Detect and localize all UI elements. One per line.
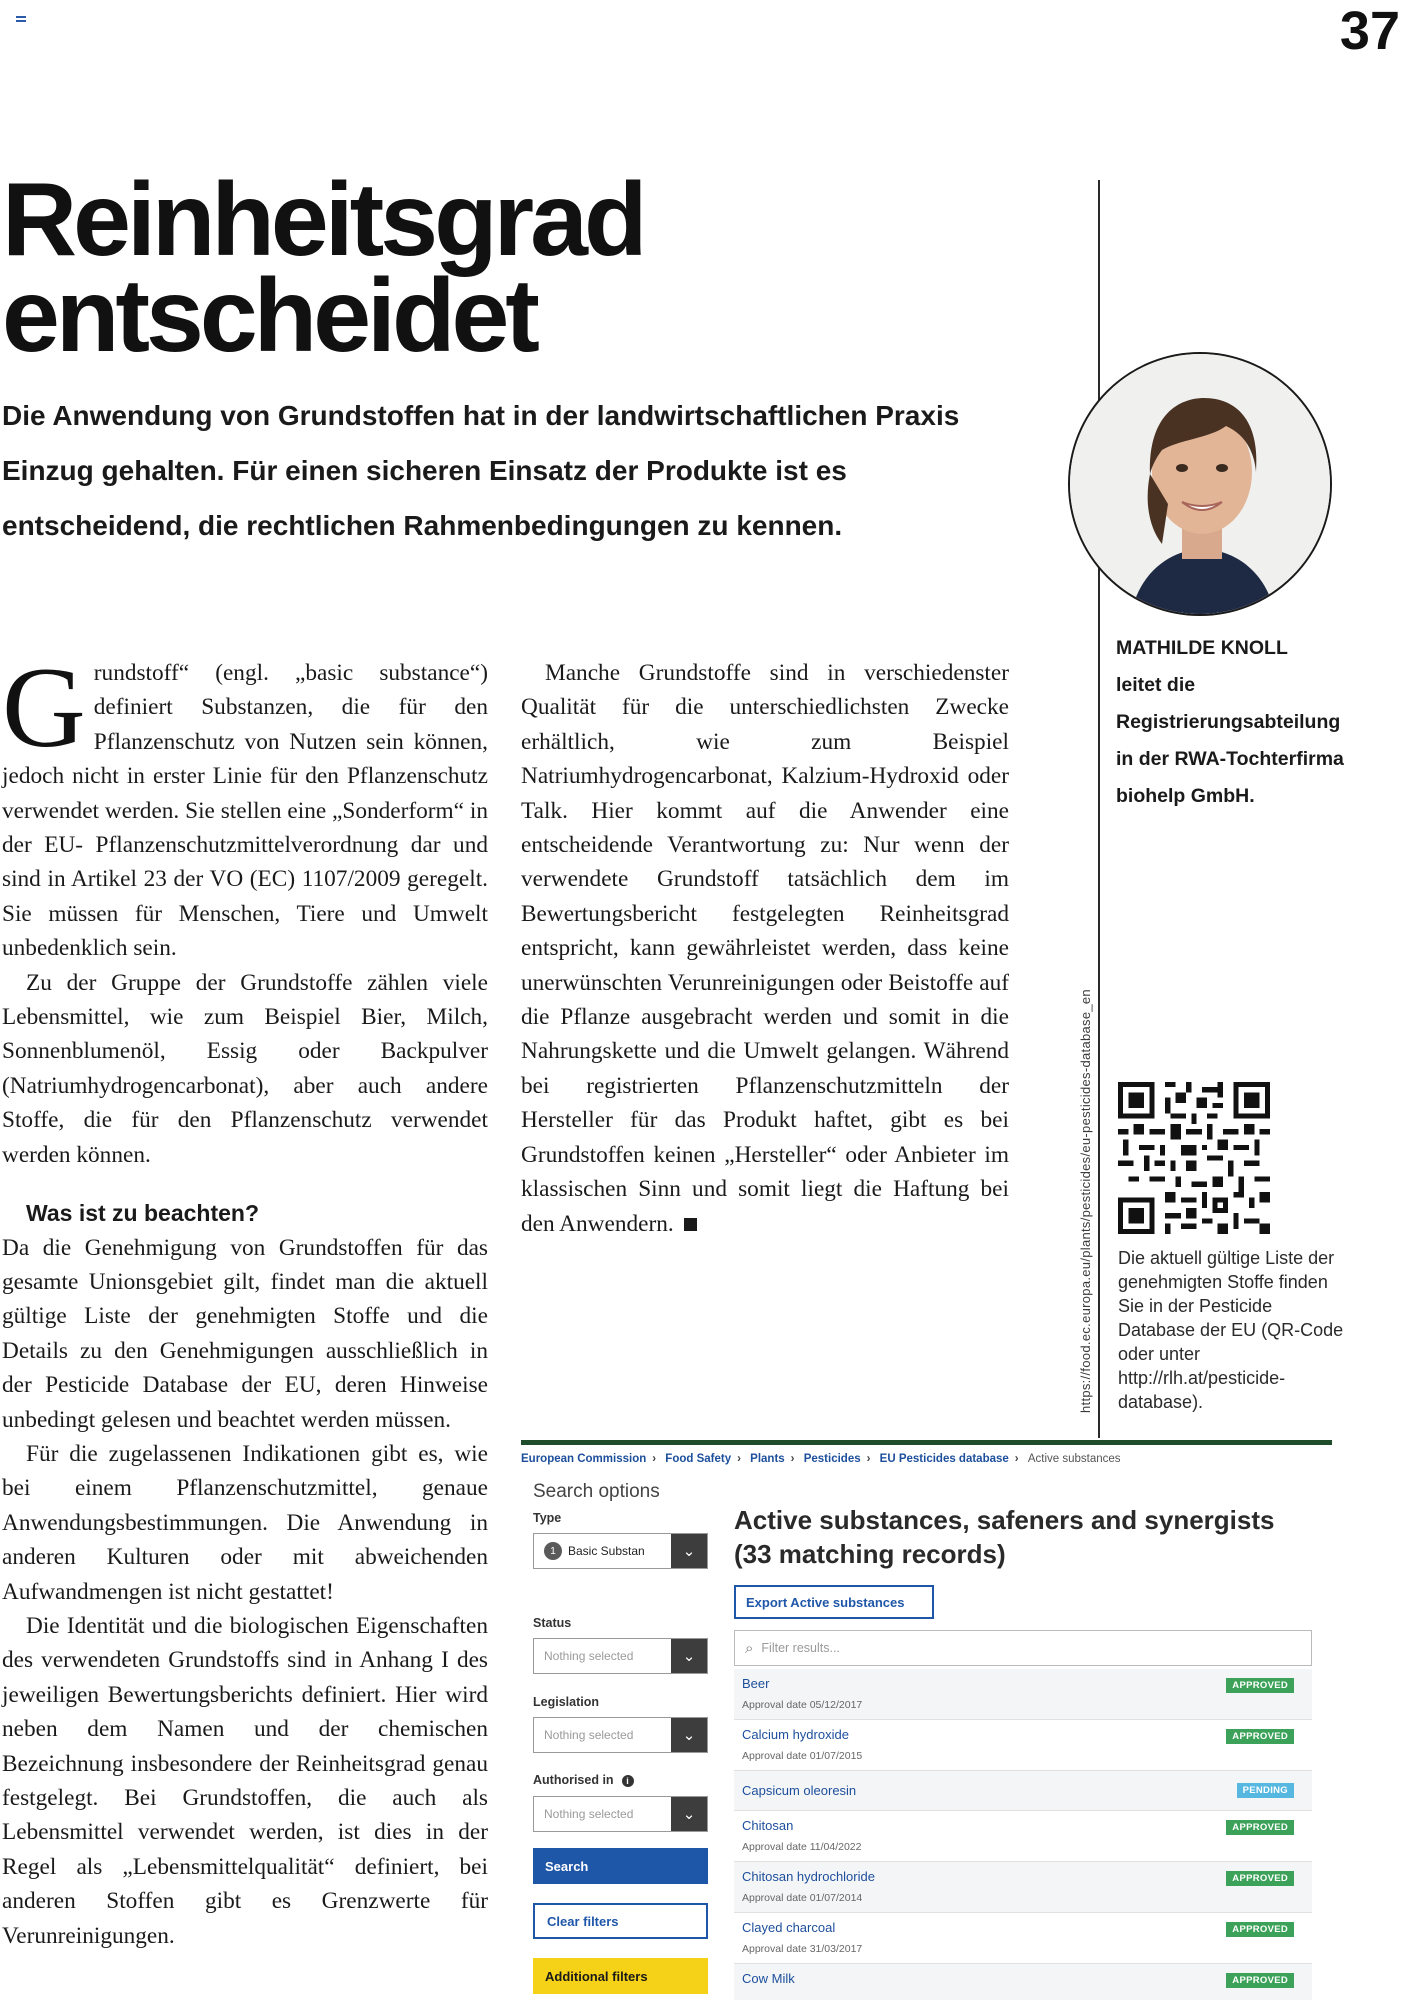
paragraph: Zu der Gruppe der Grundstoffe zählen viele Lebensmittel, wie zum Beispiel Bier, Milch, Sonnenblumenöl, Essig oder Backpulver (Natriumhydrogencarbonat), aber auch andere Stoffe, die für den Pflanzenschutz verwendet werden können. — [2, 969, 488, 1168]
database-url[interactable]: https://food.ec.europa.eu/plants/pesticides/eu-pesticides-database_en — [1078, 989, 1093, 1413]
breadcrumb-item[interactable]: European Commission — [521, 1453, 647, 1465]
approval-date: Approval date 05/12/2017 — [742, 1699, 863, 1711]
eu-database-screenshot — [521, 1445, 1332, 2000]
breadcrumb-item[interactable]: Pesticides — [803, 1453, 861, 1465]
chevron-right-icon: › — [737, 1453, 741, 1465]
legislation-select-value: Nothing selected — [544, 1728, 634, 1742]
author-bio: leitet die Registrierungsabteilung in der RWA-Tochterfirma biohelp GmbH. — [1116, 674, 1344, 807]
selected-count-badge: 1 — [544, 1542, 562, 1560]
status-badge: PENDING — [1237, 1783, 1294, 1798]
legislation-label: Legislation — [533, 1695, 599, 1709]
substance-name[interactable]: Calcium hydroxide — [742, 1727, 849, 1742]
status-label: Status — [533, 1616, 572, 1630]
type-select-value — [534, 1542, 671, 1560]
status-badge: APPROVED — [1226, 1820, 1294, 1835]
search-button[interactable]: Search — [533, 1848, 708, 1884]
type-filter-select[interactable] — [533, 1533, 708, 1569]
results-title: Active substances, safeners and synergists (33 matching records) — [734, 1505, 1275, 1569]
chevron-right-icon: › — [790, 1453, 795, 1465]
paragraph: Für die zugelassenen Indikationen gibt es, wie bei einem Pflanzenschutzmittel, genaue Anwendungsbestimmungen. Die Anwendung in anderen Kulturen oder mit abweichenden Aufwandmengen ist nicht gestattet! — [2, 1440, 488, 1605]
chevron-down-icon[interactable]: ⌄ — [671, 1534, 707, 1568]
substance-name[interactable]: Chitosan — [742, 1818, 794, 1833]
author-portrait — [1068, 352, 1332, 616]
export-button[interactable]: Export Active substances — [734, 1585, 934, 1619]
drop-cap: G — [2, 644, 86, 772]
approval-date: Approval date 01/07/2014 — [742, 1892, 863, 1904]
status-badge: APPROVED — [1226, 1922, 1294, 1937]
substance-name[interactable]: Clayed charcoal — [742, 1920, 836, 1935]
chevron-right-icon: › — [1014, 1453, 1019, 1465]
info-icon[interactable]: i — [622, 1775, 634, 1787]
clear-filters-button[interactable]: Clear filters — [533, 1903, 708, 1939]
article-column-1 — [2, 644, 488, 1953]
breadcrumb-item[interactable]: Plants — [750, 1453, 785, 1465]
status-badge: APPROVED — [1226, 1871, 1294, 1886]
paragraph: Die Identität und die biologischen Eigenschaften des verwendeten Grundstoffs sind in Anhang I des jeweiligen Bewertungsberichts definiert. Hier wird neben dem Namen und der chemischen Bezeichnung insbesondere der Reinheitsgrad genau festgelegt. Bei Grundstoffen, die auch als Lebensmittel verwendet werden, ist dies in der Regel als „Lebensmittelqualität“ definiert, bei anderen Stoffen gibt es Grenzwerte für Verunreinigungen. — [2, 1612, 488, 1949]
status-badge: APPROVED — [1226, 1973, 1294, 1988]
author-box — [1116, 630, 1356, 815]
authorised-label — [533, 1773, 634, 1787]
article-lead: Die Anwendung von Grundstoffen hat in der landwirtschaftlichen Praxis Einzug gehalten. Für einen sicheren Einsatz der Produkte ist es entscheidend, die rechtlichen Rahmenbedingungen zu kennen. — [2, 400, 960, 541]
paragraph: Da die Genehmigung von Grundstoffen für das gesamte Unionsgebiet gilt, findet man die aktuell gültige Liste der genehmigten Stoffe und die Details zu den Genehmigungen ausschließlich in der Pesticide Database der EU, deren Hinweise unbedingt gelesen und beachtet werden müssen. — [2, 1234, 488, 1433]
filter-results-input[interactable] — [734, 1630, 1312, 1666]
list-item[interactable] — [734, 1964, 1312, 2000]
breadcrumb-item[interactable]: EU Pesticides database — [879, 1453, 1009, 1465]
approval-date: Approval date 31/03/2017 — [742, 1943, 863, 1955]
list-item[interactable] — [734, 1811, 1312, 1862]
headline-line-2: entscheidet — [2, 258, 536, 374]
paragraph-text: Manche Grundstoffe sind in verschiedenster Qualität für die unterschiedlichsten Zwecke erhältlich, wie zum Beispiel Natriumhydrogencarbonat, Kalzium-Hydroxid oder Talk. Hier kommt auf die Anwender eine entscheidende Verantwortung zu: Nur wenn der verwendete Grundstoff tatsächlich dem im Bewertungsbericht festgelegten Reinheitsgrad entspricht, kann gewährleistet werden, dass keine unerwünschten Verunreinigungen oder Beistoffe auf die Pflanze ausgebracht werden und somit in die Nahrungskette und die Umwelt gelangen. Während bei registrierten Pflanzenschutzmitteln der Hersteller für das Produkt haftet, gibt es bei Grundstoffen keinen „Hersteller“ oder Anbieter im klassischen Sinn und somit liegt die Haftung bei den Anwendern. — [521, 660, 1009, 1237]
corner-mark — [16, 16, 26, 22]
approval-date: Approval date 01/07/2015 — [742, 1750, 863, 1762]
legislation-select[interactable] — [533, 1717, 708, 1753]
qr-code[interactable] — [1118, 1082, 1270, 1234]
substance-name[interactable]: Capsicum oleoresin — [742, 1783, 857, 1798]
search-icon: ⌕ — [745, 1639, 754, 1657]
list-item[interactable] — [734, 1771, 1312, 1811]
filter-placeholder: Filter results... — [761, 1641, 840, 1655]
page-number: 37 — [1339, 1, 1400, 61]
end-mark — [684, 1218, 697, 1231]
headline-line-1: Reinheitsgrad — [2, 162, 644, 278]
chevron-down-icon[interactable]: ⌄ — [671, 1797, 707, 1831]
chevron-right-icon: › — [866, 1453, 871, 1465]
authorised-label-text: Authorised in — [533, 1773, 614, 1787]
status-select[interactable] — [533, 1638, 708, 1674]
list-item[interactable] — [734, 1720, 1312, 1771]
section-subheading: Was ist zu beachten? — [26, 1200, 260, 1227]
substance-name[interactable]: Cow Milk — [742, 1971, 795, 1986]
results-list — [734, 1669, 1312, 2000]
list-item[interactable] — [734, 1862, 1312, 1913]
substance-name[interactable]: Beer — [742, 1676, 770, 1691]
search-options-heading: Search options — [533, 1481, 660, 1502]
type-label: Type — [533, 1511, 562, 1525]
portrait-image — [1070, 354, 1332, 616]
breadcrumb-current: Active substances — [1027, 1453, 1121, 1465]
additional-filters-button[interactable]: Additional filters — [533, 1958, 708, 1994]
list-item[interactable] — [734, 1669, 1312, 1720]
authorised-select-value: Nothing selected — [544, 1807, 634, 1821]
paragraph — [521, 656, 1009, 1241]
type-selected-text: Basic Substan — [568, 1544, 645, 1558]
status-badge: APPROVED — [1226, 1678, 1294, 1693]
breadcrumb — [521, 1453, 1121, 1465]
author-name: MATHILDE KNOLL — [1116, 637, 1288, 659]
chevron-right-icon: › — [652, 1453, 657, 1465]
chevron-down-icon[interactable]: ⌄ — [671, 1639, 707, 1673]
list-item[interactable] — [734, 1913, 1312, 1964]
approval-date: Approval date 11/04/2022 — [742, 1841, 862, 1853]
authorised-select[interactable] — [533, 1796, 708, 1832]
chevron-down-icon[interactable]: ⌄ — [671, 1718, 707, 1752]
breadcrumb-item[interactable]: Food Safety — [665, 1453, 732, 1465]
article-column-2 — [521, 656, 1009, 1241]
paragraph: rundstoff“ (engl. „basic substance“) definiert Substanzen, die für den Pflanzenschutz von Nutzen sein können, jedoch nicht in erster Linie für den Pflanzenschutz verwendet werden. Sie stellen eine „Sonderform“ in der EU- Pflanzenschutzmittelverordnung dar und sind in Artikel 23 der VO (EC) 1107/2009 geregelt. Sie müssen für Menschen, Tiere und Umwelt unbedenklich sein. — [2, 660, 488, 962]
qr-caption: Die aktuell gültige Liste der genehmigten Stoffe finden Sie in der Pesticide Database der EU (QR-Code oder unter http://rlh.at/pesticide-database). — [1118, 1248, 1344, 1412]
status-badge: APPROVED — [1226, 1729, 1294, 1744]
substance-name[interactable]: Chitosan hydrochloride — [742, 1869, 875, 1884]
status-select-value: Nothing selected — [544, 1649, 634, 1663]
column-divider — [1098, 180, 1100, 1438]
article-headline — [2, 162, 902, 374]
